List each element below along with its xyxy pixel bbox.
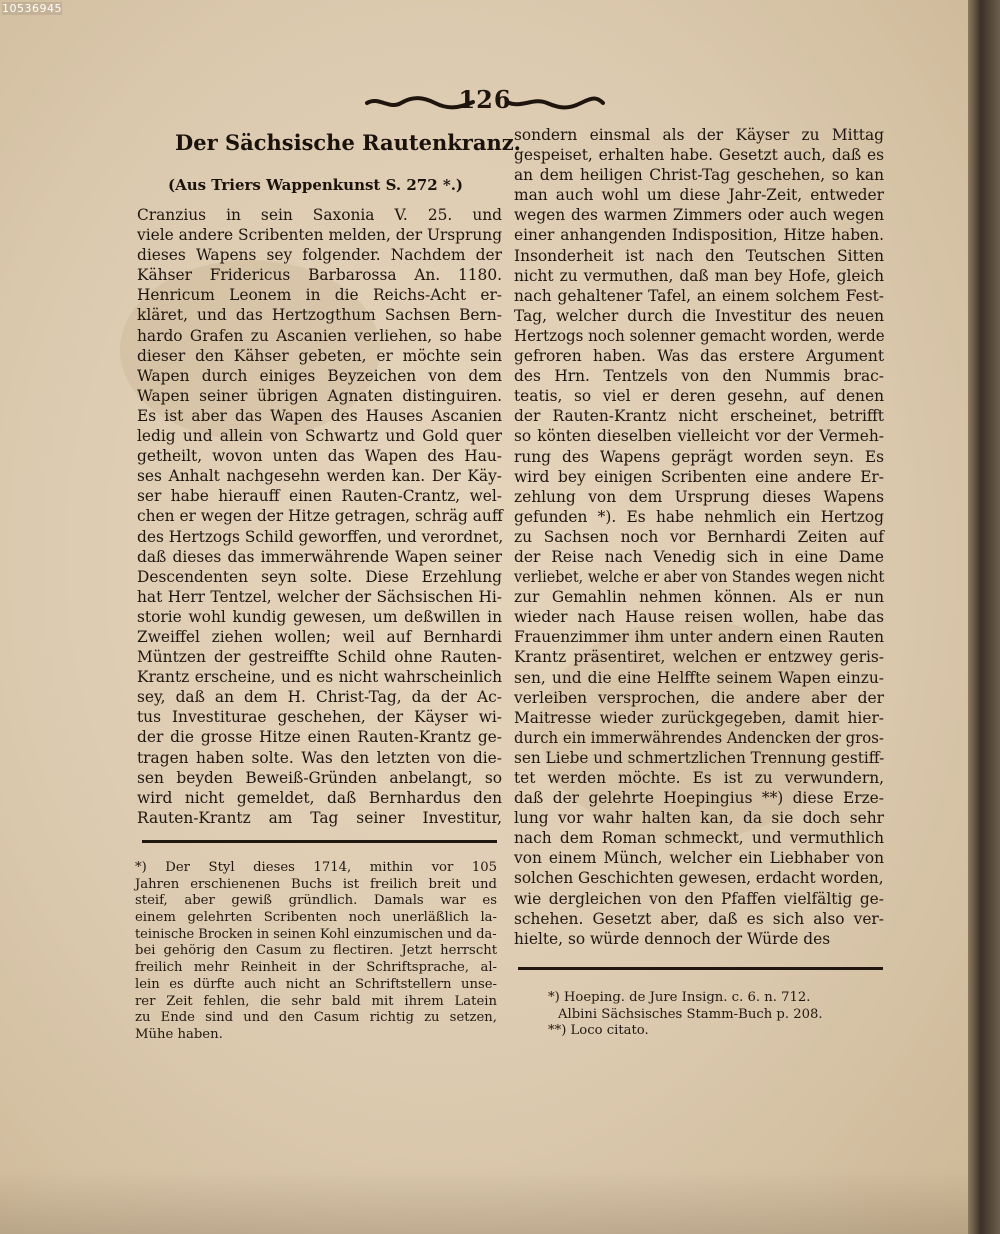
text-line: viele andere Scribenten melden, der Ursprung	[137, 226, 503, 245]
text-line: dieser den Kähser gebeten, er möchte sein	[137, 346, 502, 365]
left-paragraph	[137, 205, 502, 828]
text-line: durch ein immerwährendes Andencken der gros-	[514, 728, 884, 747]
text-line: wird bey einigen Scribenten eine andere Er-	[514, 467, 884, 486]
text-line: Frauenzimmer ihm unter andern einen Rauten	[514, 628, 884, 647]
text-line: sondern einsmal als der Käyser zu Mittag	[514, 126, 884, 144]
left-text-column	[137, 205, 502, 828]
text-line: der die grosse Hitze einen Rauten-Krantz ge-	[137, 728, 502, 747]
text-line: des Hrn. Tentzels von den Nummis brac-	[514, 367, 884, 386]
footnote-line: steif, aber gewiß gründlich. Damals war es	[135, 893, 497, 909]
text-line: zu Sachsen noch vor Bernhardi Zeiten auf	[514, 527, 884, 546]
text-line: solchen Geschichten gewesen, erdacht worden,	[514, 869, 884, 888]
text-line: sen Liebe und schmertzlichen Trennung gestiff-	[514, 748, 885, 767]
text-line: verleiben versprochen, die andere aber der	[514, 688, 884, 707]
text-line: verliebet, welche er aber von Standes wegen nicht	[514, 568, 885, 587]
right-footnote	[548, 990, 878, 1040]
footnote-line: teinische Brocken in seinen Kohl einzumischen und da-	[135, 926, 497, 942]
page-header	[365, 84, 605, 120]
text-line: der Reise nach Venedig sich in eine Dame	[514, 547, 884, 566]
text-line: wird nicht gemeldet, daß Bernhardus den	[137, 788, 502, 807]
footnote-line: Albini Sächsisches Stamm-Buch p. 208.	[558, 1006, 823, 1022]
text-line: wegen des warmen Zimmers oder auch wegen	[514, 206, 884, 225]
text-line: gespeiset, erhalten habe. Gesetzt auch, daß es	[514, 146, 884, 165]
text-line: Kähser Fridericus Barbarossa An. 1180.	[137, 266, 502, 285]
footnote-line: einem gelehrten Scribenten noch unerläßlich la-	[135, 910, 497, 926]
text-line: wieder nach Hause reisen wollen, habe das	[514, 608, 884, 627]
text-line: storie wohl kundig gewesen, um deßwillen in	[137, 607, 502, 626]
ornament-swash-left	[365, 94, 475, 112]
text-line: nicht zu vermuthen, daß man bey Hofe, gleich	[514, 266, 884, 285]
text-line: dieses Wapens sey folgender. Nachdem der	[137, 246, 502, 265]
footnote-line: rer Zeit fehlen, die sehr bald mit ihrem Latein	[135, 993, 497, 1009]
text-line: sen beyden Beweiß-Gründen anbelangt, so	[137, 768, 502, 787]
text-line: Wapen seiner übrigen Agnaten distinguiren.	[137, 386, 502, 405]
text-line: hielte, so würde dennoch der Würde des	[514, 929, 831, 948]
text-line: hardo Grafen zu Ascanien verliehen, so habe	[137, 326, 502, 345]
text-line: Descendenten seyn solte. Diese Erzehlung	[137, 567, 502, 586]
scan-id-label: 10536945	[2, 2, 62, 15]
text-line: teatis, so viel er deren gesehn, auf denen	[514, 387, 884, 406]
text-line: kläret, und das Hertzogthum Sachsen Bern-	[137, 306, 502, 325]
text-line: Henricum Leonem in die Reichs-Acht er-	[137, 286, 502, 305]
text-line: man auch wohl um diese Jahr-Zeit, entweder	[514, 186, 884, 205]
page-number: 126	[458, 85, 512, 114]
text-line: Krantz erscheine, und es nicht wahrscheinlich	[137, 668, 502, 687]
text-line: Rauten-Krantz am Tag seiner Investitur,	[137, 808, 502, 827]
text-line: Müntzen der gestreiffte Schild ohne Rauten-	[137, 648, 502, 667]
text-line: tus Investiturae geschehen, der Käyser wi-	[137, 708, 502, 727]
ornament-swash-right	[505, 94, 605, 112]
text-line: nach dem Roman schmeckt, und vermuthlich	[514, 829, 884, 848]
footnote-line: *) Hoeping. de Jure Insign. c. 6. n. 712.	[548, 990, 811, 1005]
text-line: Cranzius in sein Saxonia V. 25. und	[137, 206, 502, 224]
footnote-line: zu Ende sind und den Casum richtig zu setzen,	[135, 1010, 497, 1026]
footnote-line: freilich mehr Reinheit in der Schriftsprache, al-	[135, 960, 497, 976]
text-line: des Hertzogs Schild geworffen, und verordnet,	[137, 527, 504, 546]
text-line: getheilt, wovon unten das Wapen des Hau-	[137, 447, 502, 466]
text-line: daß der gelehrte Hoepingius **) diese Erze-	[514, 789, 884, 808]
text-line: Insonderheit ist nach den Teutschen Sitten	[514, 246, 884, 265]
text-line: ledig und allein von Schwartz und Gold quer	[137, 427, 502, 446]
text-line: ses Anhalt nachgesehn werden kan. Der Käy-	[137, 467, 502, 486]
text-line: zur Gemahlin nehmen können. Als er nun	[514, 588, 884, 607]
text-line: tragen haben solte. Was den letzten von die-	[137, 748, 502, 767]
page-bottom-shadow	[0, 1170, 968, 1234]
text-line: tet werden möchte. Es ist zu verwundern,	[514, 769, 884, 787]
text-line: chen er wegen der Hitze getragen, schräg auff	[137, 507, 503, 526]
text-line: Zweiffel ziehen wollen; weil auf Bernhardi	[137, 627, 502, 646]
text-line: Hertzogs noch solenner gemacht worden, werde	[514, 326, 885, 345]
text-line: sey, daß an dem H. Christ-Tag, da der Ac-	[137, 688, 502, 707]
text-line: schehen. Gesetzt aber, daß es sich also ver-	[514, 909, 884, 928]
text-line: daß dieses das immerwährende Wapen seiner	[137, 547, 502, 566]
text-line: lung vor wahr halten kan, da sie doch sehr	[514, 809, 884, 828]
text-line: hat Herr Tentzel, welcher der Sächsischen Hi-	[137, 587, 502, 606]
footnote-rule-right	[518, 967, 883, 970]
text-line: sen, und die eine Helffte seinem Wapen einzu-	[514, 668, 884, 687]
text-line: so könten dieselben vielleicht vor der Vermeh-	[514, 427, 884, 446]
text-line: der Rauten-Krantz nicht erscheinet, betrifft	[514, 407, 884, 426]
right-text-column	[514, 125, 884, 949]
article-source: (Aus Triers Wappenkunst S. 272 *.)	[168, 176, 464, 194]
left-footnote	[135, 860, 497, 1044]
text-line: nach gehaltener Tafel, an einem solchem Fest-	[514, 286, 884, 305]
text-line: wie dergleichen von den Pfaffen vielfältig ge-	[514, 889, 884, 908]
text-line: Wapen durch einiges Beyzeichen von dem	[137, 366, 502, 385]
text-line: rung des Wapens geprägt worden seyn. Es	[514, 447, 884, 466]
text-line: Maitresse wieder zurückgegeben, damit hier-	[514, 708, 884, 727]
text-line: Krantz präsentiret, welchen er entzwey geris-	[514, 648, 884, 667]
footnote-line: **) Loco citato.	[548, 1023, 649, 1039]
footnote-line: Mühe haben.	[135, 1026, 223, 1042]
text-line: von einem Münch, welcher ein Liebhaber von	[514, 849, 884, 868]
footnote-rule-left	[142, 840, 497, 843]
footnote-line: Jahren erschienenen Buchs ist freilich breit und	[135, 876, 497, 892]
text-line: einer anhangenden Indisposition, Hitze haben.	[514, 226, 884, 245]
right-paragraph	[514, 125, 884, 949]
text-line: Es ist aber das Wapen des Hauses Ascanien	[137, 406, 502, 425]
article-title: Der Sächsische Rautenkranz.	[175, 130, 521, 155]
text-line: Tag, welcher durch die Investitur des neuen	[514, 306, 884, 325]
footnote-line: bei gehörig den Casum zu flectiren. Jetzt herrscht	[135, 943, 497, 959]
book-gutter	[968, 0, 1000, 1234]
text-line: gefunden *). Es habe nehmlich ein Hertzog	[514, 507, 884, 526]
text-line: ser habe hierauff einen Rauten-Crantz, wel-	[137, 487, 502, 506]
text-line: gefroren haben. Was das erstere Argument	[514, 347, 884, 366]
text-line: an dem heiligen Christ-Tag geschehen, so kan	[514, 166, 884, 185]
footnote-line: *) Der Styl dieses 1714, mithin vor 105	[135, 860, 497, 875]
text-line: zehlung von dem Ursprung dieses Wapens	[514, 487, 884, 506]
footnote-line: lein es dürfte auch nicht an Schriftstellern unse-	[135, 976, 497, 992]
